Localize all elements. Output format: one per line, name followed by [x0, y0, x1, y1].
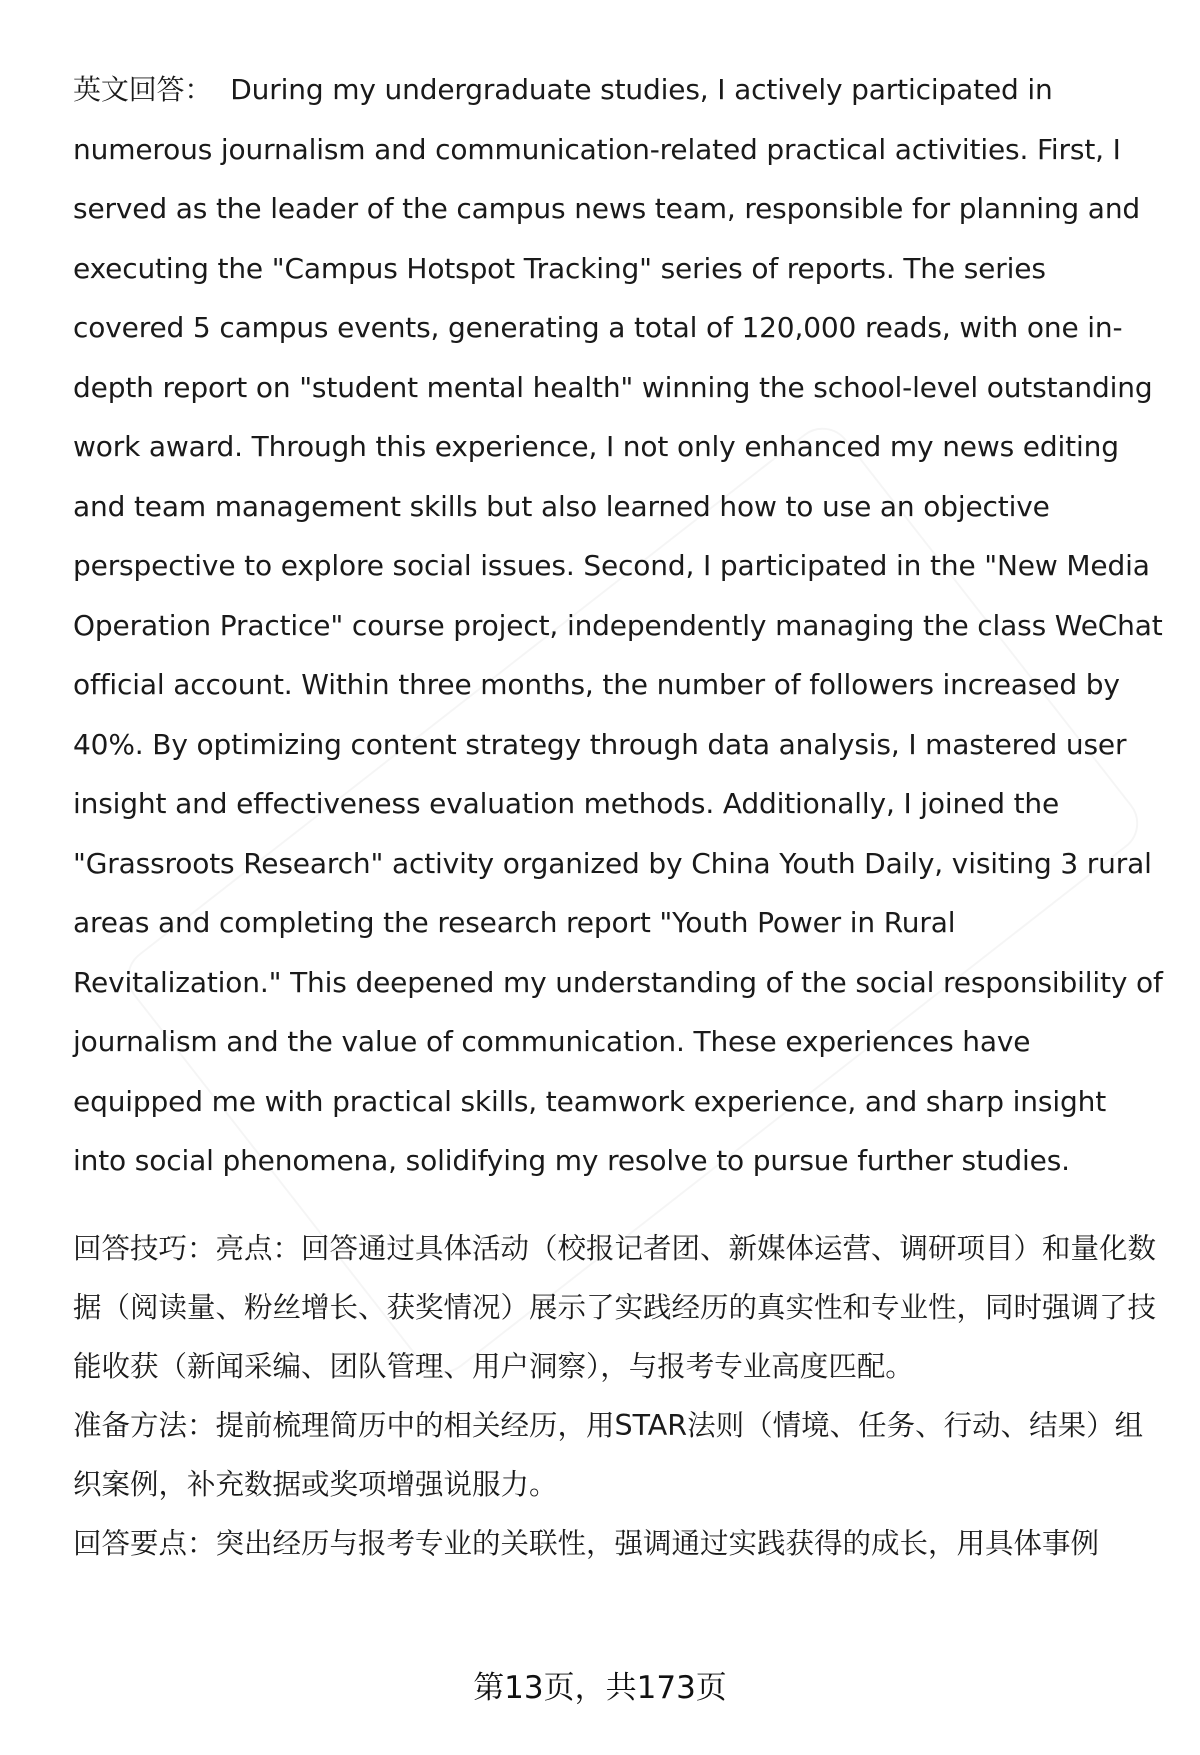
preparation-label: 准备方法： [73, 1408, 216, 1442]
preparation-paragraph [73, 1396, 1163, 1514]
english-answer-text: During my undergraduate studies, I actively participated in numerous journalism and communication-related practical activities. First, I served as the leader of the campus news team, responsible for planning and executing the "Campus Hotspot Tracking" series of reports. The series covered 5 campus events, generating a total of 120,000 reads, with one in-depth report on "student mental health" winning the school-level outstanding work award. Through this experience, I not only enhanced my news editing and team management skills but also learned how to use an objective perspective to explore social issues. Second, I participated in the "New Media Operation Practice" course project, independently managing the class WeChat official account. Within three months, the number of followers increased by 40%. By optimizing content strategy through data analysis, I mastered user insight and effectiveness evaluation methods. Additionally, I joined the "Grassroots Research" activity organized by China Youth Daily, visiting 3 rural areas and completing the research report "Youth Power in Rural Revitalization." This deepened my understanding of the social responsibility of journalism and the value of communication. These experiences have equipped me with practical skills, teamwork experience, and sharp insight into social phenomena, solidifying my resolve to pursue further studies. [73, 73, 1163, 1177]
section-gap [73, 1191, 1163, 1219]
answer-tips-label: 回答技巧： [73, 1231, 216, 1265]
page-number-footer: 第13页，共173页 [473, 1670, 727, 1706]
key-points-paragraph [73, 1514, 1163, 1573]
key-points-text: 突出经历与报考专业的关联性，强调通过实践获得的成长，用具体事例 [215, 1526, 1100, 1560]
answer-tips-paragraph [73, 1219, 1163, 1396]
answer-tips-text: 亮点：回答通过具体活动（校报记者团、新媒体运营、调研项目）和量化数据（阅读量、粉丝增长、获奖情况）展示了实践经历的真实性和专业性，同时强调了技能收获（新闻采编、团队管理、用户洞察），与报考专业高度匹配。 [73, 1231, 1157, 1383]
english-answer-label: 英文回答： [73, 73, 213, 106]
key-points-label: 回答要点： [73, 1526, 216, 1560]
document-page [73, 60, 1163, 1573]
preparation-text: 提前梳理简历中的相关经历，用STAR法则（情境、任务、行动、结果）组织案例，补充数据或奖项增强说服力。 [73, 1408, 1144, 1501]
english-answer-paragraph [73, 60, 1163, 1191]
